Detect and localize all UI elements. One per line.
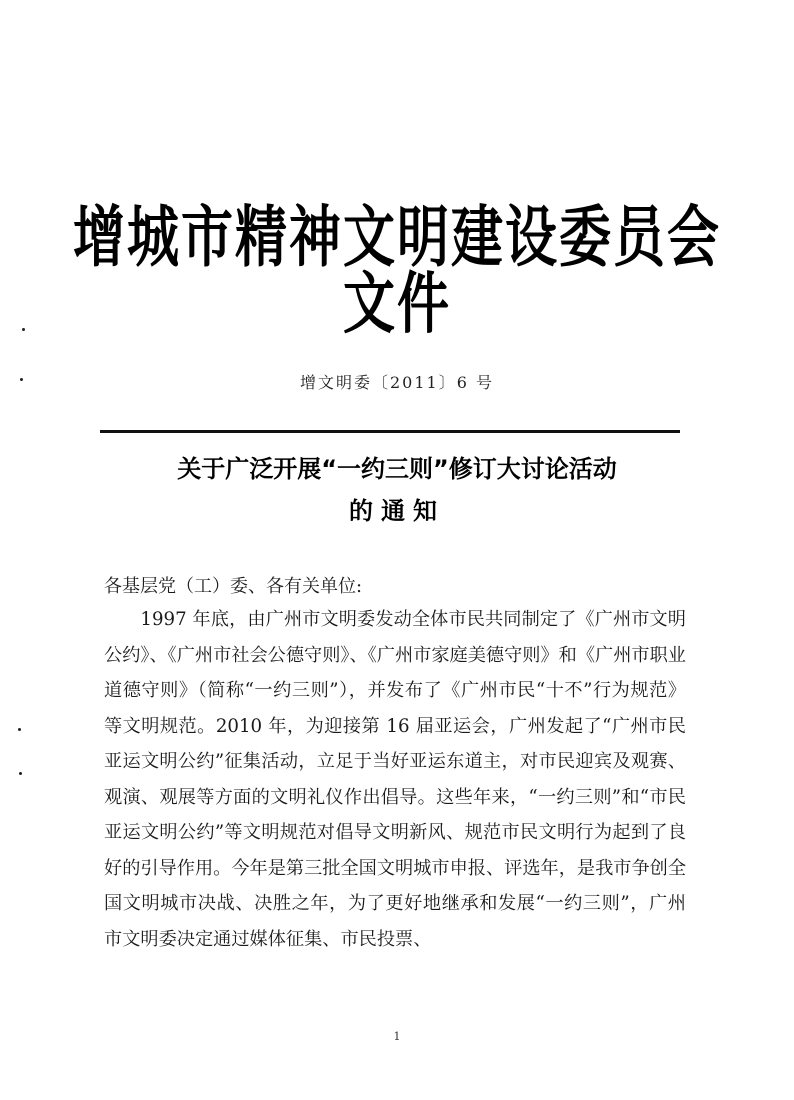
scan-speck bbox=[19, 772, 22, 775]
document-number: 增文明委〔2011〕6 号 bbox=[300, 373, 494, 392]
page-number: 1 bbox=[393, 1030, 401, 1043]
salutation: 各基层党（工）委、各有关单位: bbox=[104, 576, 363, 597]
scan-speck bbox=[18, 728, 21, 731]
header-divider bbox=[100, 430, 680, 433]
document-header-title: 增城市精神文明建设委员会文件 bbox=[72, 199, 721, 344]
notice-title bbox=[80, 448, 714, 532]
notice-title-line2: 的通知 bbox=[349, 497, 445, 525]
body-paragraph: 1997 年底，由广州市文明委发动全体市民共同制定了《广州市文明公约》、《广州市社会公德守则》、《广州市家庭美德守则》和《广州市职业道德守则》（简称“一约三则”），并发布了《广州市民“十不”行为规范》等文明规范。2010 年，为迎接第 16 届亚运会，广州发起了“广州市民亚运文明公约”征集活动，立足于当好亚运东道主，对市民迎宾及观赛、观演、观展等方面的文明礼仪作出倡导。这些年来，“一约三则”和“市民亚运文明公约”等文明规范对倡导文明新风、规范市民文明行为起到了良好的引导作用。今年是第三批全国文明城市申报、评选年，是我市争创全国文明城市决战、决胜之年，为了更好地继承和发展“一约三则”，广州市文明委决定通过媒体征集、市民投票、 bbox=[104, 609, 687, 950]
notice-title-line1: 关于广泛开展“一约三则”修订大讨论活动 bbox=[177, 455, 617, 483]
scan-speck bbox=[22, 328, 25, 331]
